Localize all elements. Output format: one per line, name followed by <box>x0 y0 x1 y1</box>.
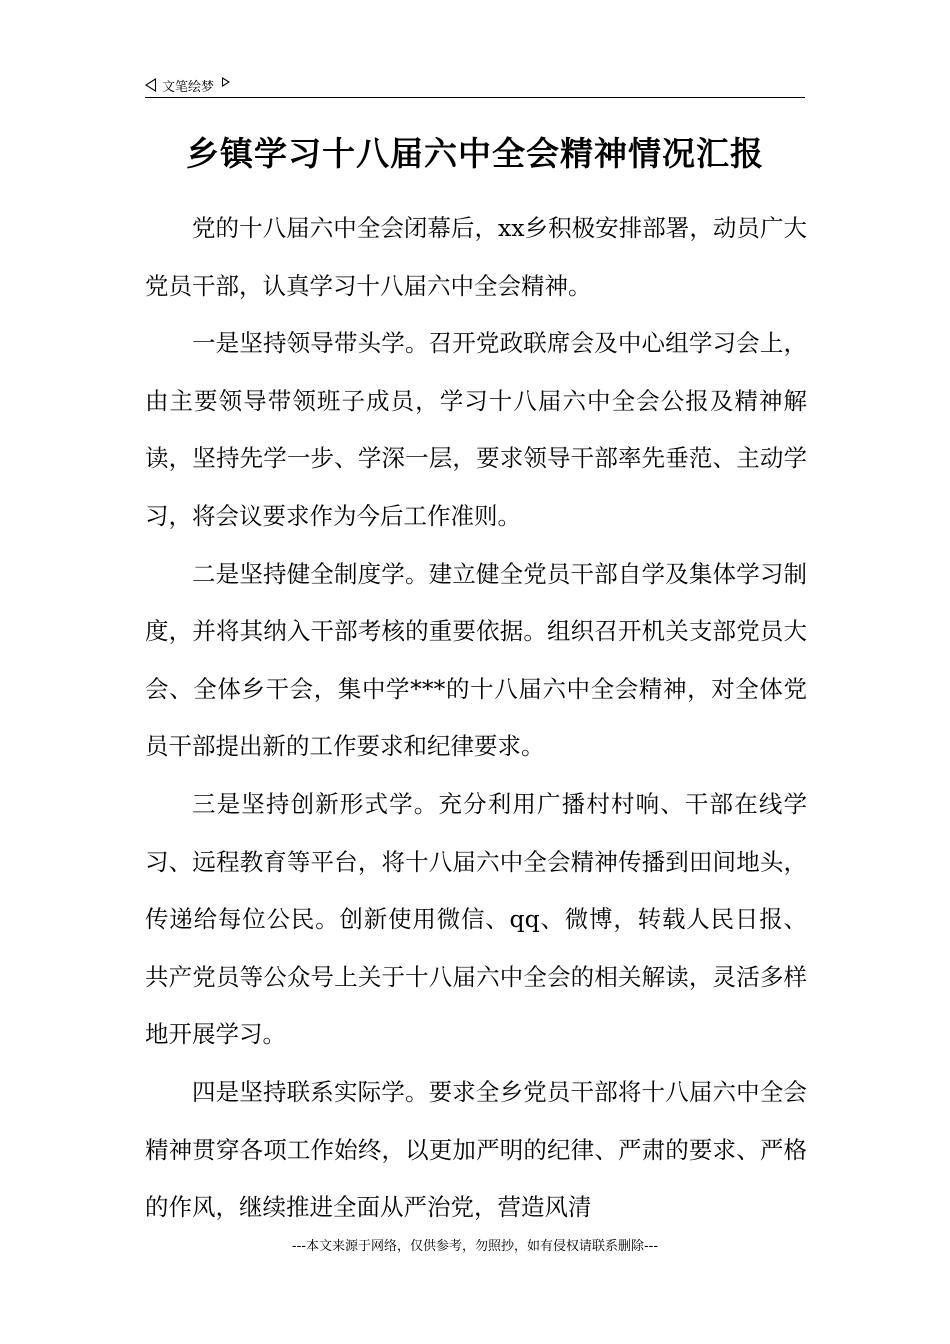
document-body <box>145 200 807 1237</box>
paragraph-leadership: 一是坚持领导带头学。召开党政联席会及中心组学习会上，由主要领导带领班子成员，学习十八届六中全会公报及精神解读，坚持先学一步、学深一层，要求领导干部率先垂范、主动学习，将会议要求作为今后工作准则。 <box>145 329 807 530</box>
paragraph-innovation: 三是坚持创新形式学。充分利用广播村村响、干部在线学习、远程教育等平台，将十八届六中全会精神传播到田间地头，传递给每位公民。创新使用微信、qq、微博，转载人民日报、共产党员等公众号上关于十八届六中全会的相关解读，灵活多样地开展学习。 <box>145 789 807 1049</box>
footer-notice: ---本文来源于网络，仅供参考，勿照抄，如有侵权请联系删除--- <box>291 1239 659 1254</box>
page-header <box>145 74 805 96</box>
header-brand: 文笔绘梦 <box>162 79 215 95</box>
triangle-left-icon <box>145 78 156 92</box>
triangle-right-icon <box>222 77 230 87</box>
paragraph-practice: 四是坚持联系实际学。要求全乡党员干部将十八届六中全会精神贯穿各项工作始终，以更加严明的纪律、严肃的要求、严格的作风，继续推进全面从严治党，营造风清 <box>145 1077 807 1222</box>
document-title: 乡镇学习十八届六中全会精神情况汇报 <box>186 134 764 173</box>
paragraph-intro: 党的十八届六中全会闭幕后，xx乡积极安排部署，动员广大党员干部，认真学习十八届六中全会精神。 <box>145 214 807 300</box>
header-divider <box>145 97 805 98</box>
paragraph-system: 二是坚持健全制度学。建立健全党员干部自学及集体学习制度，并将其纳入干部考核的重要依据。组织召开机关支部党员大会、全体乡干会，集中学***的十八届六中全会精神，对全体党员干部提出新的工作要求和纪律要求。 <box>145 559 807 761</box>
